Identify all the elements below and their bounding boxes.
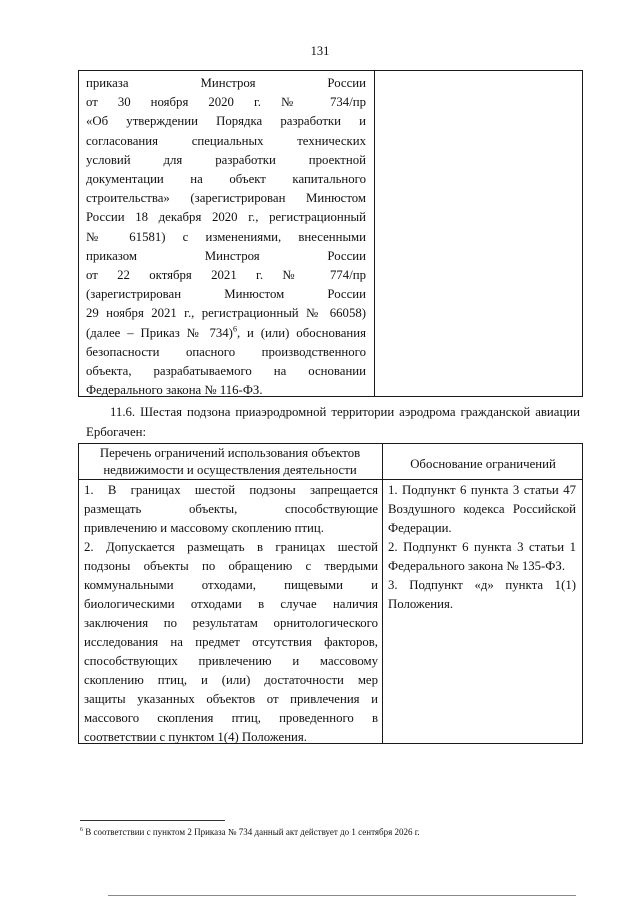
text-fragment: , и (или) обоснования (236, 325, 366, 340)
header-line: Перечень ограничений использования объектов (99, 446, 361, 460)
scan-edge-line (108, 895, 576, 896)
text-line: массового скопления птиц, проведенного в (84, 711, 378, 725)
text-line: условий для разработки проектной (86, 152, 366, 167)
text-line: Воздушного кодекса Российской (388, 502, 576, 516)
text-line: Федерального закона № 116-ФЗ. (86, 383, 263, 398)
continuation-left-cell (86, 74, 366, 400)
text-line: исследования на предмет отсутствия факторов, (84, 635, 378, 649)
text-line-with-footnote (86, 324, 366, 343)
text-line: способствующих привлечению и массовому (84, 654, 378, 668)
page-number: 131 (310, 44, 330, 58)
text-line: (зарегистрирован Минюстом России (86, 287, 366, 302)
text-line: подзоны объекты по обращению с твердыми (84, 559, 378, 573)
text-line: «Об утверждении Порядка разработки и (86, 114, 366, 129)
text-fragment: (далее – Приказ № 734) (86, 325, 233, 340)
footnote-separator (80, 820, 225, 821)
text-line: 2. Допускается размещать в границах шестой (84, 540, 378, 554)
text-line: 3. Подпункт «д» пункта 1(1) (388, 578, 576, 592)
text-line: Федерального закона № 135-ФЗ. (388, 559, 566, 573)
section-heading: 11.6. Шестая подзона приаэродромной территории аэродрома гражданской авиации Ербогачен: (86, 405, 580, 439)
text-line: коммунальными отходами, пищевыми и (84, 578, 378, 592)
justification-cell (388, 481, 576, 614)
text-line: безопасности опасного производственного (86, 344, 366, 359)
text-line: скоплению птиц, и (или) достаточности мер (84, 673, 378, 687)
text-line: Федерации. (388, 521, 452, 535)
footnote (80, 827, 420, 837)
text-line: 1. В границах шестой подзоны запрещается (84, 483, 378, 497)
text-line: документации на объект капитального (86, 172, 366, 187)
text-line: приказа Минстроя России (86, 76, 366, 90)
header-line: недвижимости и осуществления деятельности (103, 463, 357, 477)
text-line: согласования специальных технических (86, 133, 366, 148)
text-line: приказом Минстроя России (86, 248, 366, 263)
text-line: 29 ноября 2021 г., регистрационный № 66058) (86, 306, 366, 321)
text-line: 1. Подпункт 6 пункта 3 статьи 47 (388, 483, 576, 497)
footnote-mark: 6 (80, 827, 83, 833)
text-line: Положения. (388, 597, 454, 611)
text-line: объекта, разрабатываемого на основании (86, 364, 366, 379)
text-line: 2. Подпункт 6 пункта 3 статьи 1 (388, 540, 576, 554)
text-line: от 22 октября 2021 г. № 774/пр (86, 268, 366, 283)
text-line: строительства» (зарегистрирован Минюстом (86, 191, 366, 206)
text-line: России 18 декабря 2020 г., регистрационный (86, 210, 366, 225)
footnote-reference: 6 (232, 324, 237, 334)
text-line: привлечению и массовому скоплению птиц. (84, 521, 324, 535)
text-line: заключения по результатам орнитологического (84, 616, 378, 630)
header-justification: Обоснование ограничений (410, 457, 556, 471)
text-line: размещать объекты, способствующие (84, 502, 378, 516)
restrictions-cell (84, 481, 378, 747)
header-restrictions (80, 445, 380, 479)
text-line: соответствии с пунктом 1(4) Положения. (84, 730, 307, 744)
text-line: биологическими отходами в случае наличия (84, 597, 378, 611)
footnote-text: В соответствии с пунктом 2 Приказа № 734 данный акт действует до 1 сентября 2026 г. (83, 827, 420, 837)
text-line: от 30 ноября 2020 г. № 734/пр (86, 95, 366, 110)
text-line: № 61581) с изменениями, внесенными (86, 229, 366, 244)
text-line: защиты указанных объектов от привлечения и (84, 692, 378, 706)
